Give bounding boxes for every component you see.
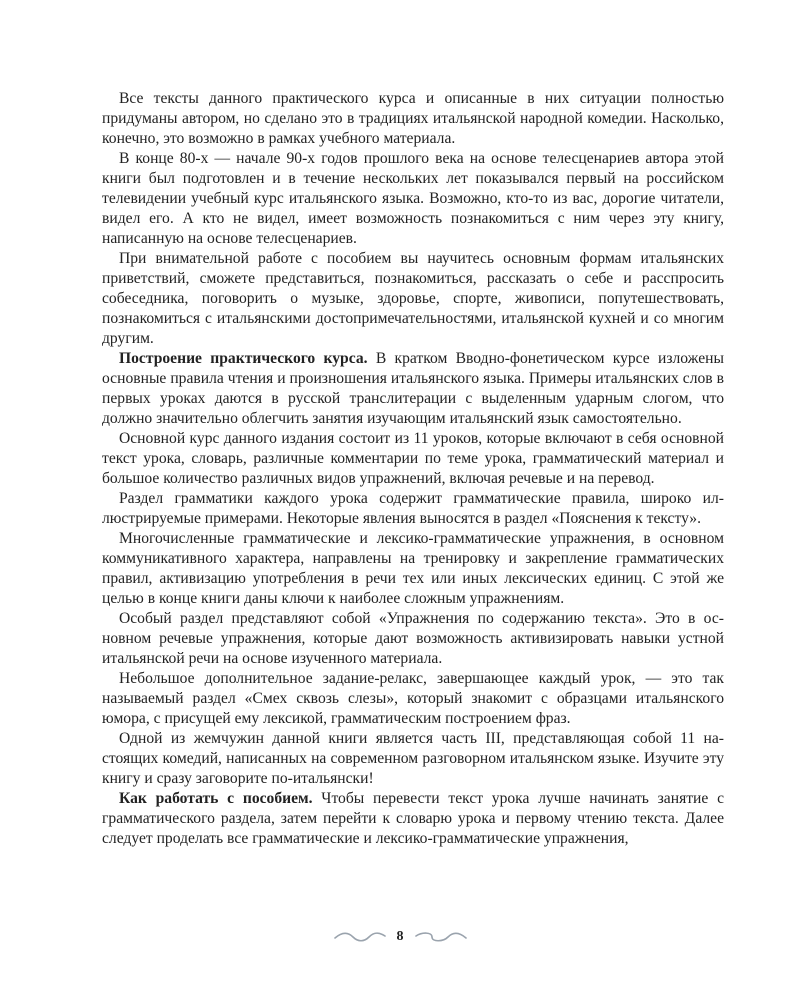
paragraph [102,429,724,489]
paragraph [102,149,724,249]
paragraph-text: Основной курс данного издания состоит из 11 уроков, которые включают в себя основной текст урока, словарь, различные комментарии по теме урока, грамматический материал и большое количество различных видов упражнений, включая речевые и на перевод. [102,430,724,487]
paragraph-text: Одной из жемчужин данной книги является часть III, представляющая собой 11 настоящих комедий, написанных на современном разговорном итальянском языке. Изучите эту книгу и сразу заговорите по-итальянски! [102,730,724,787]
page-text [102,89,724,849]
paragraph [102,789,724,849]
paragraph [102,529,724,609]
wave-ornament-icon [414,930,468,944]
section-lead-heading: Как работать с пособием. [119,790,313,807]
paragraph [102,729,724,789]
paragraph [102,669,724,729]
paragraph-text: Особый раздел представляют собой «Упражнения по содержанию текста». Это в основном речевые упражнения, которые дают возможность активизировать навыки устной итальянской речи на основе изученного материала. [102,610,724,667]
paragraph-text: При внимательной работе с пособием вы научитесь основным формам итальянских приветствий, сможете представиться, познакомиться, рассказать о себе и расспросить собеседника, поговорить о музыке, здоровье, спорте, живописи, попутешествовать, познакомиться с итальянскими достопримечательностями, итальянской кухней и со многим другим. [102,250,724,347]
page-number: 8 [396,929,404,944]
paragraph [102,89,724,149]
paragraph [102,249,724,349]
wave-ornament-icon [333,930,387,944]
page-footer [0,923,800,951]
section-lead-heading: Построение практического курса. [119,350,368,367]
paragraph-text: В конце 80-х — начале 90-х годов прошлого века на основе телесценариев автора этой книги был подготовлен и в течение нескольких лет показывался первый на российском телевидении учебный курс итальянского языка. Возможно, кто-то из вас, дорогие читатели, видел его. А кто не видел, имеет возможность познакомиться с ним через эту книгу, написанную на основе телесценариев. [102,150,724,247]
paragraph-text: Небольшое дополнительное задание-релакс, завершающее каждый урок, — это так называемый раздел «Смех сквозь слезы», который знакомит с образцами итальянского юмора, с присущей ему лексикой, грамматическим построением фраз. [102,670,724,727]
paragraph [102,349,724,429]
paragraph-text: Все тексты данного практического курса и описанные в них ситуации полностью придуманы автором, но сделано это в традициях итальянской народной комедии. Насколько, конечно, это возможно в рамках учебного материала. [102,90,724,147]
paragraph [102,489,724,529]
paragraph-text: Раздел грамматики каждого урока содержит грамматические правила, широко иллюстрируемые примерами. Некоторые явления выносятся в раздел «Пояснения к тексту». [102,490,724,527]
paragraph-text: Чтобы перевести текст урока лучше начинать занятие с грамматического раздела, затем перейти к словарю урока и первому чтению текста. Далее следует проделать все грамматические и лексико-грамматические упражнения, [102,790,724,847]
paragraph [102,609,724,669]
paragraph-text: В кратком Вводно-фонетическом курсе изложены основные правила чтения и произношения итальянского языка. Примеры итальянских слов в первых уроках даются в русской транслитерации с выделенным ударным слогом, что должно значительно облегчить занятия изучающим итальянский язык самостоятельно. [102,350,724,427]
paragraph-text: Многочисленные грамматические и лексико-грамматические упражнения, в основном коммуникативного характера, направлены на тренировку и закрепление грамматических правил, активизацию употребления в речи тех или иных лексических единиц. С этой же целью в конце книги даны ключи к наиболее сложным упражнениям. [102,530,724,607]
